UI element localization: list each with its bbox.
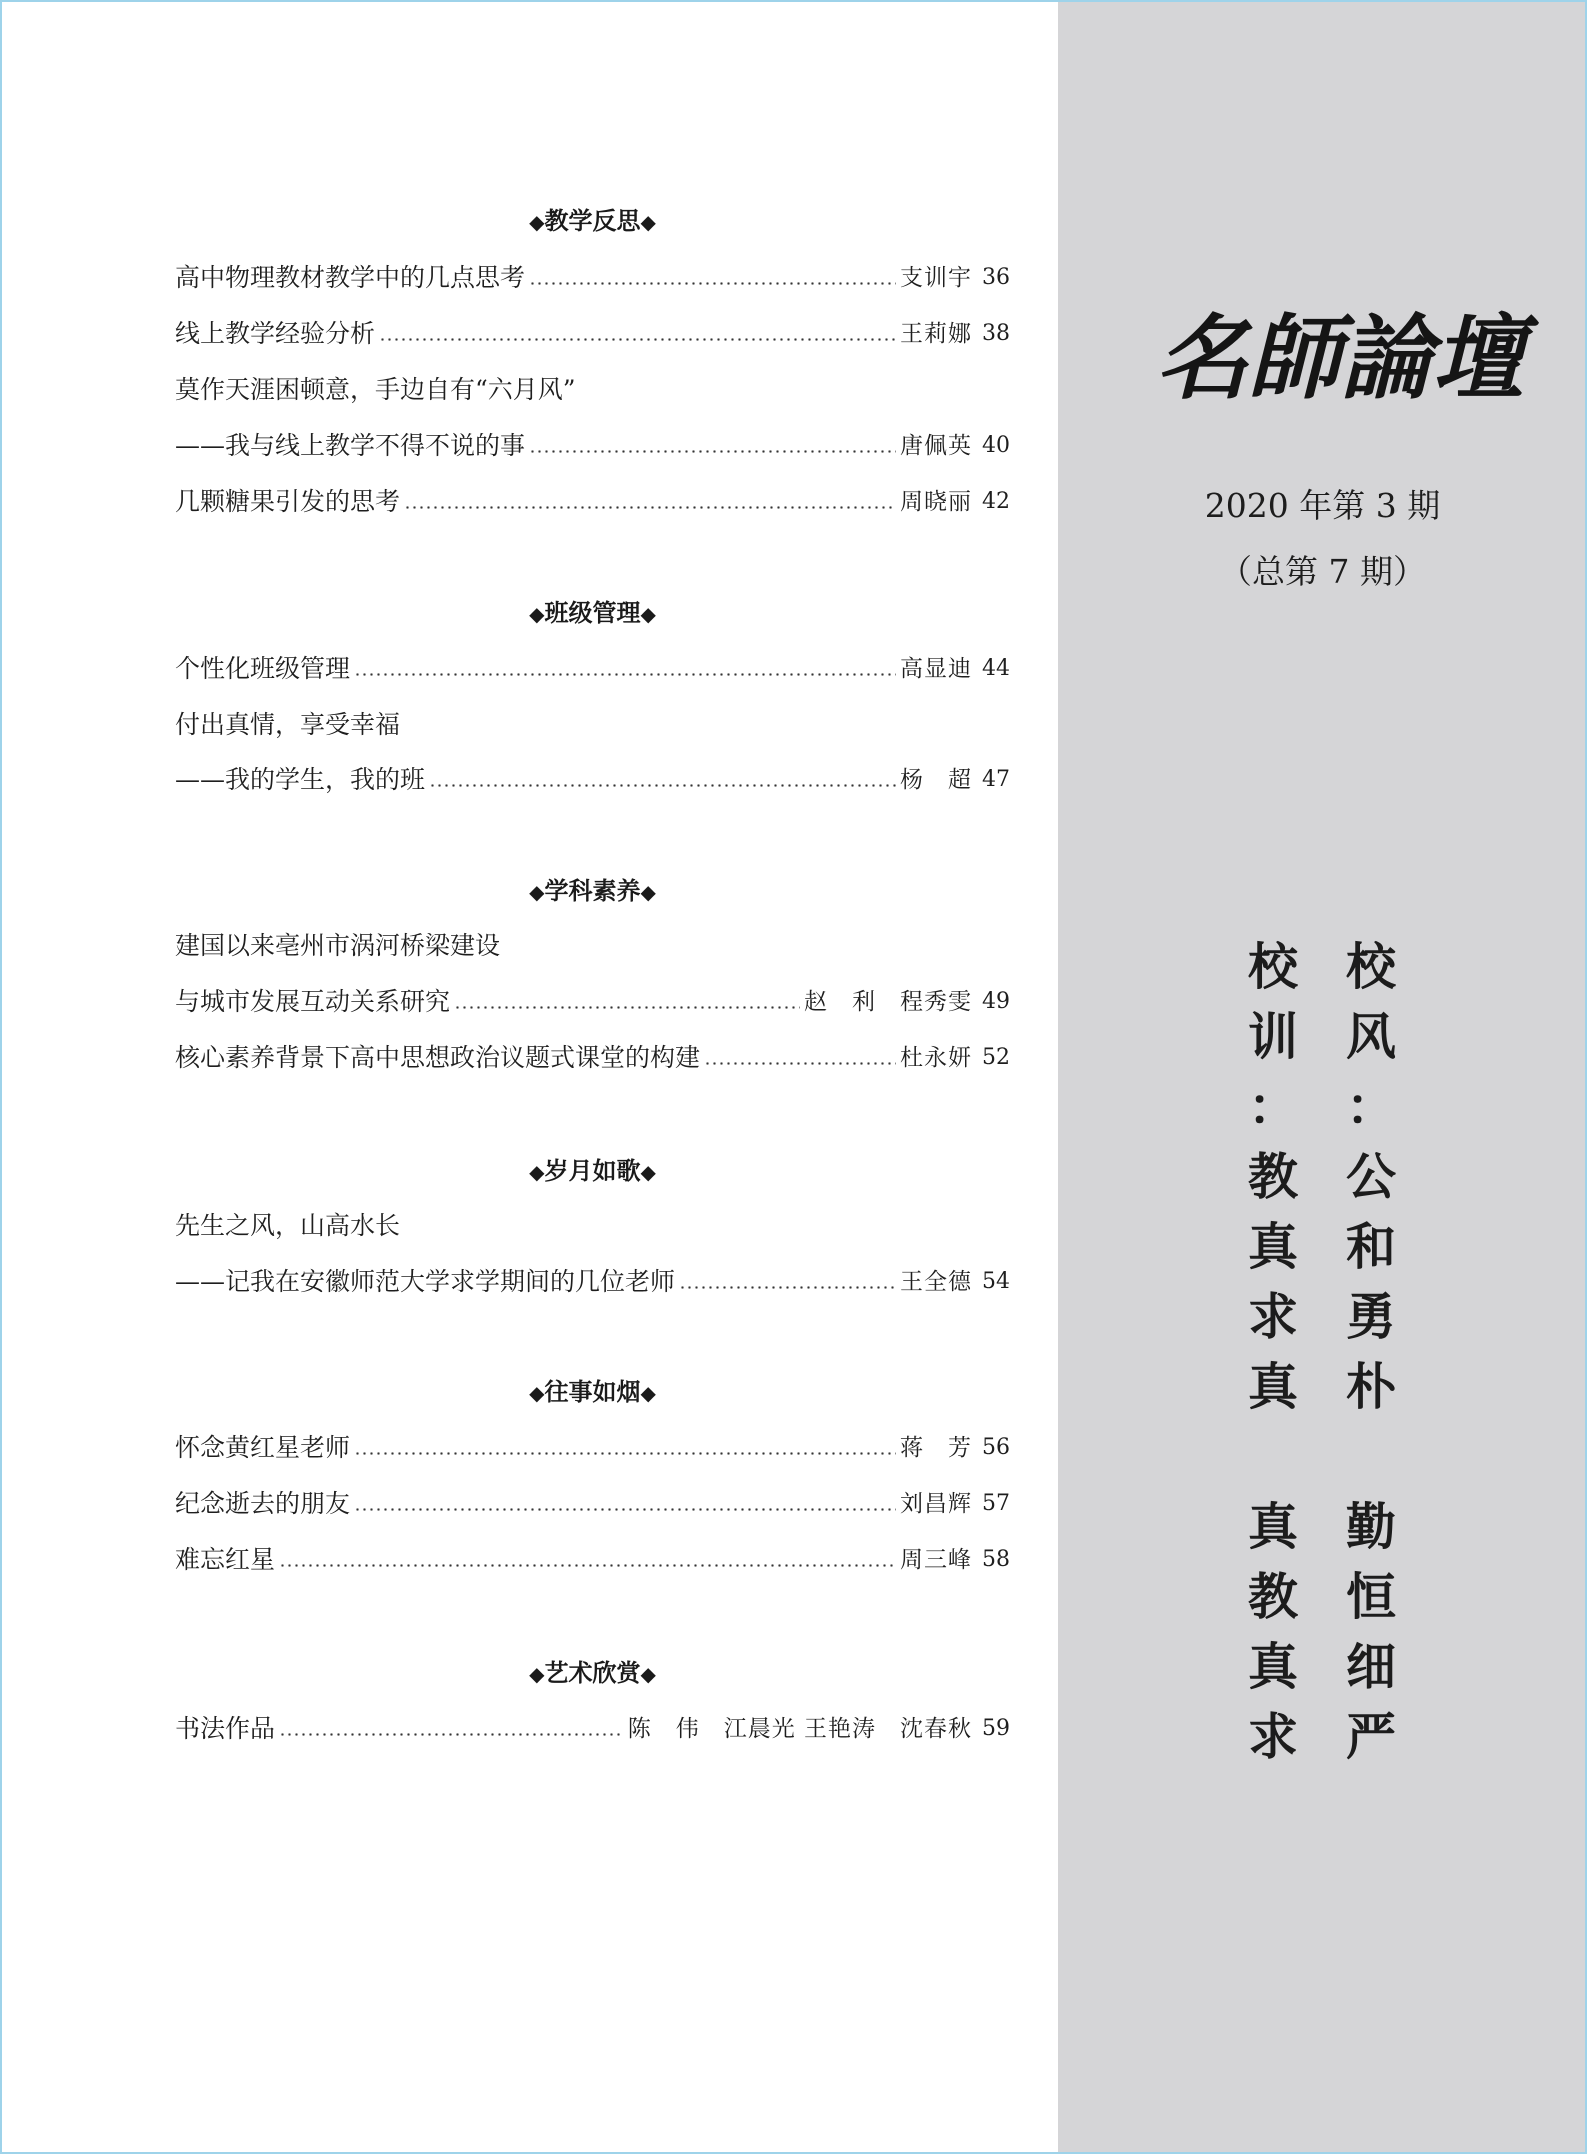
diamond-icon: ◆ xyxy=(529,602,545,626)
entry-page: 57 xyxy=(982,1491,1010,1516)
entry-author: 支训宇 xyxy=(900,265,972,291)
entry-title: 纪念逝去的朋友 xyxy=(175,1489,351,1518)
entry-author: 唐佩英 xyxy=(900,433,972,459)
diamond-icon: ◆ xyxy=(640,210,656,234)
entry-title: 难忘红星 xyxy=(175,1545,276,1574)
entry-page: 49 xyxy=(982,989,1010,1014)
toc-entry[interactable] xyxy=(175,651,1010,687)
entry-subtitle: ——我与线上教学不得不说的事 xyxy=(175,431,526,460)
entry-page: 38 xyxy=(982,321,1010,346)
toc-entry[interactable] xyxy=(175,1711,1010,1747)
entry-page: 40 xyxy=(982,433,1010,458)
toc-entry[interactable] xyxy=(175,1430,1010,1466)
entry-page: 59 xyxy=(982,1716,1010,1741)
school-precept-column: 校 训 ： 教 真 求 真 真 教 真 求 xyxy=(1248,937,1298,1766)
leader-dots xyxy=(404,506,896,509)
leader-dots xyxy=(529,450,896,453)
entry-author: 刘昌辉 xyxy=(900,1491,972,1517)
leader-dots xyxy=(354,1508,896,1511)
diamond-icon: ◆ xyxy=(640,880,656,904)
entry-author: 周晓丽 xyxy=(900,489,972,515)
entry-subtitle: ——我的学生，我的班 xyxy=(175,765,426,794)
entry-author: 杨 超 xyxy=(900,767,972,793)
entry-title: 付出真情，享受幸福 xyxy=(175,710,401,739)
diamond-icon: ◆ xyxy=(640,1662,656,1686)
table-of-contents xyxy=(175,0,1010,2154)
toc-entry[interactable] xyxy=(175,1264,1010,1300)
entry-title: 莫作天涯困顿意，手边自有“六月风” xyxy=(175,375,576,404)
leader-dots xyxy=(529,282,896,285)
toc-entry[interactable] xyxy=(175,1542,1010,1578)
entry-page: 36 xyxy=(982,265,1010,290)
section-heading: ◆班级管理◆ xyxy=(529,599,656,627)
entry-page: 54 xyxy=(982,1269,1010,1294)
diamond-icon: ◆ xyxy=(529,1662,545,1686)
toc-entry[interactable] xyxy=(175,762,1010,798)
entry-subtitle: ——记我在安徽师范大学求学期间的几位老师 xyxy=(175,1267,676,1296)
toc-entry[interactable] xyxy=(175,428,1010,464)
toc-entry[interactable] xyxy=(175,1208,1010,1244)
leader-dots xyxy=(279,1733,624,1736)
entry-title: 几颗糖果引发的思考 xyxy=(175,487,401,516)
sidebar-panel xyxy=(1058,0,1587,2154)
leader-dots xyxy=(279,1564,896,1567)
toc-entry[interactable] xyxy=(175,707,1010,743)
entry-author: 王全德 xyxy=(900,1269,972,1295)
entry-title: 与城市发展互动关系研究 xyxy=(175,987,451,1016)
entry-page: 52 xyxy=(982,1045,1010,1070)
diamond-icon: ◆ xyxy=(529,210,545,234)
diamond-icon: ◆ xyxy=(640,1160,656,1184)
leader-dots xyxy=(429,784,896,787)
entry-title: 建国以来亳州市涡河桥梁建设 xyxy=(175,931,501,960)
issue-number: 2020 年第 3 期 xyxy=(1204,486,1441,525)
toc-entry[interactable] xyxy=(175,928,1010,964)
entry-title: 核心素养背景下高中思想政治议题式课堂的构建 xyxy=(175,1043,701,1072)
toc-entry[interactable] xyxy=(175,1486,1010,1522)
entry-author: 杜永妍 xyxy=(900,1045,972,1071)
leader-dots xyxy=(679,1286,896,1289)
entry-author: 陈 伟 江晨光 王艳涛 沈春秋 xyxy=(627,1716,972,1742)
leader-dots xyxy=(379,338,896,341)
toc-entry[interactable] xyxy=(175,1040,1010,1076)
entry-author: 周三峰 xyxy=(900,1547,972,1573)
diamond-icon: ◆ xyxy=(529,1381,545,1405)
leader-dots xyxy=(704,1062,896,1065)
toc-entry[interactable] xyxy=(175,372,1010,408)
entry-page: 58 xyxy=(982,1547,1010,1572)
diamond-icon: ◆ xyxy=(640,602,656,626)
section-heading: ◆往事如烟◆ xyxy=(529,1378,656,1406)
diamond-icon: ◆ xyxy=(529,880,545,904)
entry-author: 蒋 芳 xyxy=(900,1435,972,1461)
entry-author: 赵 利 程秀雯 xyxy=(804,989,972,1015)
entry-page: 47 xyxy=(982,767,1010,792)
entry-title: 先生之风，山高水长 xyxy=(175,1211,401,1240)
toc-entry[interactable] xyxy=(175,984,1010,1020)
leader-dots xyxy=(354,1452,896,1455)
section-heading: ◆教学反思◆ xyxy=(529,207,656,235)
toc-entry[interactable] xyxy=(175,484,1010,520)
diamond-icon: ◆ xyxy=(640,1381,656,1405)
entry-author: 高显迪 xyxy=(900,656,972,682)
leader-dots xyxy=(454,1006,800,1009)
toc-entry[interactable] xyxy=(175,260,1010,296)
entry-title: 书法作品 xyxy=(175,1714,276,1743)
toc-entry[interactable] xyxy=(175,316,1010,352)
section-heading: ◆艺术欣赏◆ xyxy=(529,1659,656,1687)
school-motto-column: 校 风 ： 公 和 勇 朴 勤 恒 细 严 xyxy=(1346,937,1396,1766)
section-heading: ◆岁月如歌◆ xyxy=(529,1157,656,1185)
entry-page: 42 xyxy=(982,489,1010,514)
entry-title: 怀念黄红星老师 xyxy=(175,1433,351,1462)
entry-title: 高中物理教材教学中的几点思考 xyxy=(175,263,526,292)
leader-dots xyxy=(354,673,896,676)
svg-text:名師論壇: 名師論壇 xyxy=(1155,304,1525,412)
entry-title: 线上教学经验分析 xyxy=(175,319,376,348)
entry-page: 44 xyxy=(982,656,1010,681)
masthead-logo xyxy=(1140,298,1540,418)
entry-title: 个性化班级管理 xyxy=(175,654,351,683)
issue-total: （总第 7 期） xyxy=(1219,552,1426,591)
section-heading: ◆学科素养◆ xyxy=(529,877,656,905)
entry-page: 56 xyxy=(982,1435,1010,1460)
entry-author: 王莉娜 xyxy=(900,321,972,347)
diamond-icon: ◆ xyxy=(529,1160,545,1184)
